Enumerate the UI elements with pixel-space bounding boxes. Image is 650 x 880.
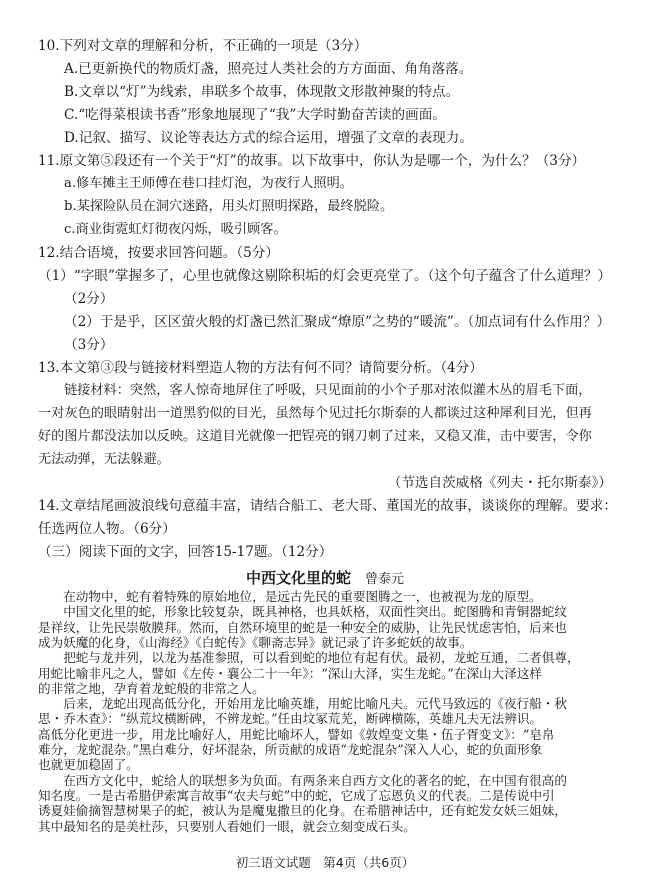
article-line: 成为妖魔的化身，《山海经》《白蛇传》《聊斋志异》就记录了许多蛇妖的故事。	[38, 634, 473, 650]
article-line: 诱夏娃偷摘智慧树果子的蛇，被认为是魔鬼撒旦的化身。在希腊神话中，还有蛇发女妖三姐妹，	[38, 803, 567, 819]
article-line: 在西方文化中，蛇给人的联想多为负面。有两条来自西方文化的著名的蛇，在中国有很高的	[38, 772, 567, 788]
article-line: 高低分化更进一步，用龙比喻好人，用蛇比喻坏人，譬如《敦煌变文集・伍子胥变文》：“皂帛	[38, 726, 555, 742]
section-3-heading: （三）阅读下面的文字，回答15-17题。（12分）	[38, 544, 333, 560]
q11-option-c: c.商业街霓虹灯彻夜闪烁，吸引顾客。	[64, 222, 287, 237]
q10-option-a: A.已更新换代的物质灯盏，照亮过人类社会的方方面面、角角落落。	[64, 61, 473, 77]
q14-line2: 任选两位人物。（6分）	[38, 521, 176, 537]
q10-option-d: D.记叙、描写、议论等表达方式的综合运用，增强了文章的表现力。	[64, 130, 473, 146]
q12-part1: （1）“字眼”掌握多了，心里也就像这剔除积垢的灯会更亮堂了。（这个句子蕴含了什么道理？）	[38, 268, 612, 284]
q11-stem: 11.原文第⑤段还有一个关于“灯”的故事。以下故事中，你认为是哪一个，为什么？（3分）	[38, 153, 586, 169]
article-title: 中西文化里的蛇	[245, 569, 351, 587]
q14-line1: 14.文章结尾画波浪线句意蕴丰富，请结合船工、老大哥、董国光的故事，谈谈你的理解。要求：	[38, 498, 617, 514]
q10-option-c: C.“吃得菜根读书香”形象地展现了“我”大学时勤奋苦读的画面。	[64, 107, 446, 123]
q13-material-line: 无法动弹，无法躲避。	[38, 452, 170, 467]
article-line: 思・乔木查》：“纵荒坟横断碑，不辨龙蛇。”任由坟冢荒芜，断碑横陈，英雄凡夫无法辨识。	[38, 711, 543, 727]
article-line: 难分，龙蛇混杂。”黑白难分，好坏混杂，所贡献的成语“龙蛇混杂”深入人心，蛇的负面形象	[38, 742, 543, 757]
article-author: 曾泰元	[365, 572, 405, 587]
q13-source: （节选自茨威格《列夫・托尔斯泰》）	[387, 475, 612, 491]
q12-stem: 12.结合语境，按要求回答问题。（5分）	[38, 245, 279, 261]
q13-stem: 13.本文第③段与链接材料塑造人物的方法有何不同？请简要分析。（4分）	[38, 360, 483, 376]
q13-material-line: 一对灰色的眼睛射出一道黑豹似的目光，虽然每个见过托尔斯泰的人都谈过这种犀利目光，但再	[38, 406, 592, 421]
article-line: 其中最知名的是美杜莎，只要别人看她们一眼，就会立刻变成石头。	[38, 818, 416, 834]
article-line: 后来，龙蛇出现高低分化，开始用龙比喻英雄，用蛇比喻凡夫。元代马致远的《夜行船・秋	[38, 696, 567, 712]
article-line: 用蛇比喻非凡之人，譬如《左传・襄公二十一年》：“深山大泽，实生龙蛇。”在深山大泽这样	[38, 665, 543, 681]
q12-part2-score: （3分）	[64, 337, 114, 353]
q12-part2: （2）于是乎，区区萤火般的灯盏已然汇聚成“燎原”之势的“暖流”。（加点词有什么作用？）	[64, 314, 611, 330]
article-title-line	[0, 567, 650, 588]
q10-stem: 10.下列对文章的理解和分析，不正确的一项是（3分）	[38, 38, 368, 54]
q12-part1-score: （2分）	[64, 291, 114, 307]
q11-option-b: b.某探险队员在洞穴迷路，用头灯照明探路，最终脱险。	[64, 199, 394, 214]
article-line: 在动物中，蛇有着特殊的原始地位，是远古先民的重要图腾之一，也被视为龙的原型。	[38, 589, 542, 604]
article-line: 是祥纹，让先民崇敬膜拜。然而，自然环境里的蛇是一种安全的威胁，让先民忧虑害怕，后来也	[38, 619, 567, 635]
article-line: 的非常之地，孕育着龙蛇般的非常之人。	[38, 680, 265, 696]
article-line: 也就更加稳固了。	[38, 757, 139, 773]
page-footer: 初三语文试题 第4页（共6页）	[235, 855, 415, 870]
article-line: 知名度。一是古希腊伊索寓言故事“农夫与蛇”中的蛇，它成了忘恩负义的代表。二是传说中引	[38, 787, 555, 803]
q13-material-line: 好的图片都没法加以反映。这道目光就像一把锃亮的钢刀刺了过来，又稳又准，击中要害，令你	[38, 429, 592, 444]
article-line: 把蛇与龙并列，以龙为基准参照，可以看到蛇的地位有起有伏。最初，龙蛇互通，二者俱尊，	[38, 650, 580, 666]
q11-option-a: a.修车摊主王师傅在巷口挂灯泡，为夜行人照明。	[64, 176, 353, 191]
q13-material-line: 链接材料：突然，客人惊奇地屏住了呼吸，只见面前的小个子那对浓似灌木丛的眉毛下面，	[64, 383, 592, 398]
q10-option-b: B.文章以“灯”为线索，串联多个故事，体现散文形散神聚的特点。	[64, 84, 460, 100]
article-line: 中国文化里的蛇，形象比较复杂，既具神格，也具妖格，双面性突出。蛇图腾和青铜器蛇纹	[38, 604, 567, 620]
